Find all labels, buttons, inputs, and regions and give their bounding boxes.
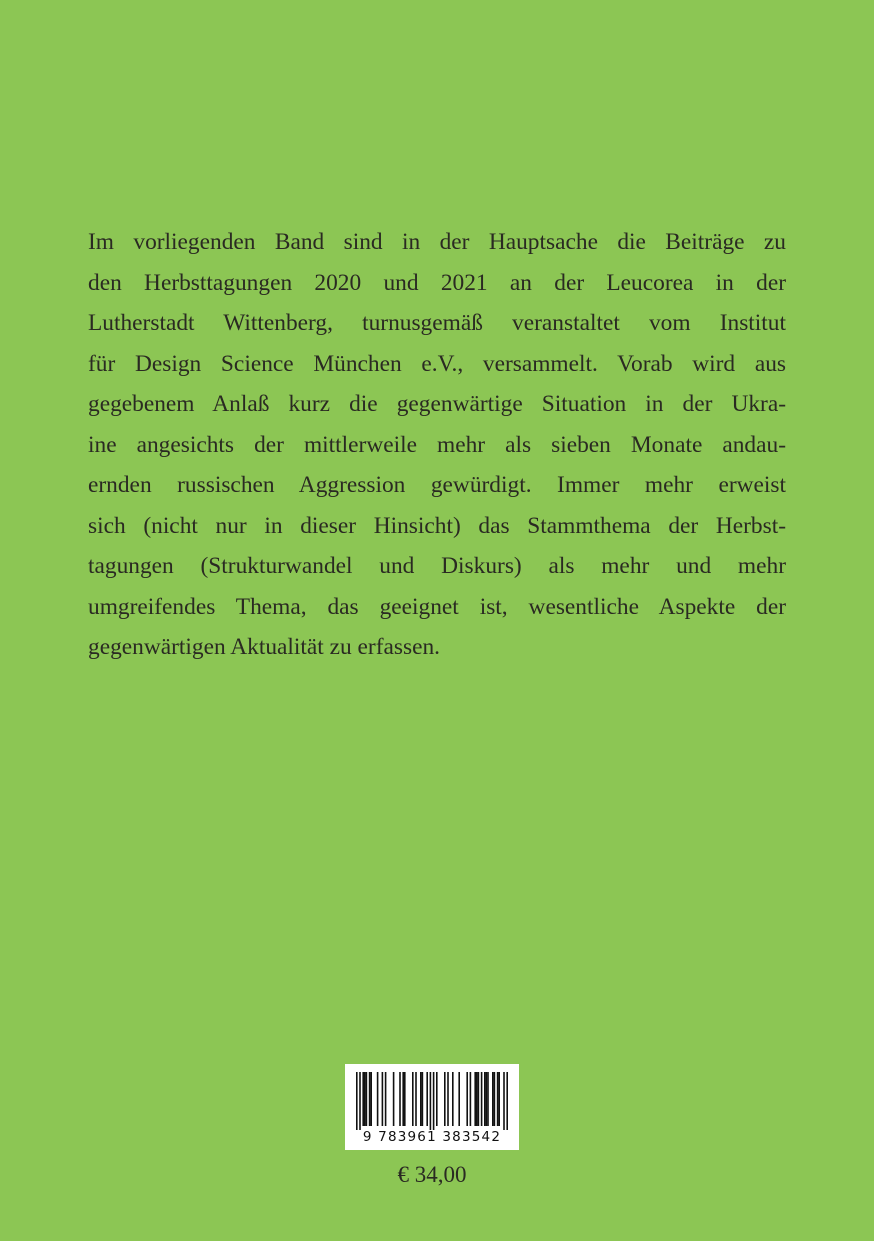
barcode-bar (478, 1072, 480, 1126)
barcode-bar (366, 1072, 368, 1126)
blurb-line: ernden russischen Aggression gewürdigt. Immer mehr erweist (88, 472, 786, 498)
barcode-bar (412, 1072, 414, 1126)
isbn-barcode (345, 1064, 519, 1150)
barcode-bar (436, 1072, 438, 1126)
blurb-line: ine angesichts der mittlerweile mehr als sieben Monate andau- (88, 431, 786, 458)
blurb-line: gegebenem Anlaß kurz die gegenwärtige Situation in der Ukra- (88, 391, 786, 417)
blurb-line: umgreifendes Thema, das geeignet ist, wesentliche Aspekte der (88, 593, 786, 620)
barcode-digits: 9 783961 383542 (362, 1129, 502, 1145)
barcode-bar (402, 1072, 404, 1126)
blurb-line: tagungen (Strukturwandel und Diskurs) als mehr und mehr (88, 553, 786, 579)
barcode-bar (466, 1072, 468, 1126)
barcode-bar (486, 1072, 488, 1126)
barcode-bar (492, 1072, 494, 1126)
barcode-bar (498, 1072, 500, 1126)
blurb-line: für Design Science München e.V., versammelt. Vorab wird aus (88, 350, 786, 377)
barcode-bar (362, 1072, 364, 1126)
barcode-bar (476, 1072, 478, 1126)
barcode-bar (452, 1072, 454, 1126)
blurb-line: sich (nicht nur in dieser Hinsicht) das Stammthema der Herbst- (88, 512, 786, 539)
barcode-bar (359, 1072, 361, 1130)
blurb-line: den Herbsttagungen 2020 und 2021 an der Leucorea in der (88, 269, 786, 296)
barcode-bar (377, 1072, 379, 1126)
barcode-bar (497, 1072, 499, 1126)
barcode-bar (470, 1072, 472, 1126)
barcode-bar (382, 1072, 384, 1126)
barcode-bar (458, 1072, 460, 1126)
barcode-bar (356, 1072, 358, 1130)
barcode-bar (430, 1072, 432, 1130)
barcode-bar (415, 1072, 417, 1126)
barcode-bar (447, 1072, 449, 1126)
barcode-bar (474, 1072, 476, 1126)
barcode-bar (404, 1072, 406, 1126)
blurb-line: gegenwärtigen Aktualität zu erfassen. (88, 634, 441, 660)
barcode-bar (484, 1072, 486, 1126)
barcode-bar (364, 1072, 366, 1126)
barcode-bars (345, 1064, 519, 1134)
barcode-bar (399, 1072, 401, 1126)
barcode-bar (385, 1072, 387, 1126)
barcode-bar (487, 1072, 489, 1126)
barcode-bar (494, 1072, 496, 1126)
barcode-bar (369, 1072, 371, 1126)
barcode-bar (503, 1072, 505, 1130)
price-label: € 34,00 (397, 1162, 467, 1187)
blurb-line: Im vorliegenden Band sind in der Hauptsache die Beiträge zu (88, 229, 786, 255)
back-cover-blurb (88, 222, 786, 668)
barcode-bar (420, 1072, 422, 1126)
barcode-bar (433, 1072, 435, 1130)
barcode-bar (506, 1072, 508, 1130)
barcode-bar (444, 1072, 446, 1126)
barcode-bar (422, 1072, 424, 1126)
barcode-bar (393, 1072, 395, 1126)
barcode-bar (481, 1072, 483, 1126)
barcode-bar (426, 1072, 428, 1126)
blurb-line: Lutherstadt Wittenberg, turnusgemäß veranstaltet vom Institut (88, 310, 786, 336)
barcode-bar (370, 1072, 372, 1126)
